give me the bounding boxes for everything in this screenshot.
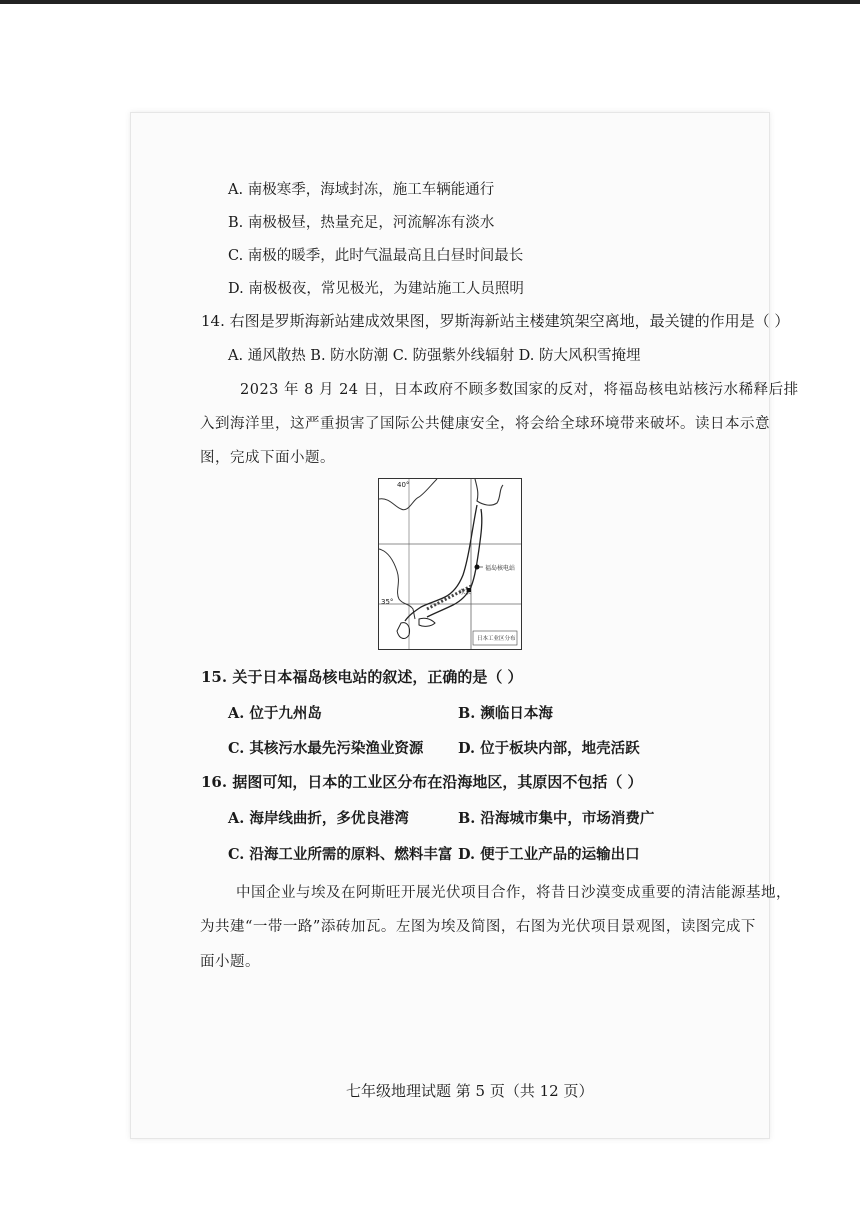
top-border [0,0,860,4]
q15-option-c: C. 其核污水最先污染渔业资源 [228,740,424,757]
fukushima-label: 福岛核电站 [485,565,516,572]
japan-map [378,478,522,650]
q14-options: A. 通风散热 B. 防水防潮 C. 防强紫外线辐射 D. 防大风积雪掩埋 [228,348,641,364]
q16-option-c: C. 沿海工业所需的原料、燃料丰富 [228,846,453,863]
page-footer: 七年级地理试题 第 5 页（共 12 页） [346,1082,594,1100]
q13-option-b: B. 南极极昼，热量充足，河流解冻有淡水 [228,215,495,231]
q15-option-a: A. 位于九州岛 [228,705,322,722]
tokyo-label: 东京 [459,589,472,596]
q16-stem: 16. 据图可知，日本的工业区分布在沿海地区，其原因不包括（ ） [201,773,643,791]
passage2-line1: 中国企业与埃及在阿斯旺开展光伏项目合作，将昔日沙漠变成重要的清洁能源基地， [236,885,791,901]
passage1-line3: 图，完成下面小题。 [200,450,335,466]
q13-option-d: D. 南极极夜，常见极光，为建站施工人员照明 [228,281,524,297]
passage1-line2: 入到海洋里，这严重损害了国际公共健康安全，将会给全球环境带来破坏。读日本示意 [200,416,770,432]
q15-option-b: B. 濒临日本海 [458,705,553,722]
passage2-line3: 面小题。 [200,954,260,970]
q14-stem: 14. 右图是罗斯海新站建成效果图，罗斯海新站主楼建筑架空离地，最关键的作用是（ ） [201,312,790,330]
q15-stem: 15. 关于日本福岛核电站的叙述，正确的是（ ） [201,668,523,686]
passage2-line2: 为共建“一带一路”添砖加瓦。左图为埃及简图，右图为光伏项目景观图，读图完成下 [200,919,756,935]
q15-option-d: D. 位于板块内部，地壳活跃 [458,740,640,757]
passage1-line1: 2023 年 8 月 24 日，日本政府不顾多数国家的反对，将福岛核电站核污水稀释后排 [240,382,799,398]
q16-option-a: A. 海岸线曲折，多优良港湾 [228,810,409,827]
lat-40-label: 40° [397,481,410,489]
lat-35-label: 35° [381,598,394,606]
q16-option-b: B. 沿海城市集中，市场消费广 [458,810,655,827]
q16-option-d: D. 便于工业产品的运输出口 [458,846,640,863]
map-legend-note: 日本工业区分布 [477,636,516,642]
fukushima-marker [475,565,480,570]
q13-option-c: C. 南极的暖季，此时气温最高且白昼时间最长 [228,248,524,264]
q13-option-a: A. 南极寒季，海域封冻，施工车辆能通行 [228,182,495,198]
